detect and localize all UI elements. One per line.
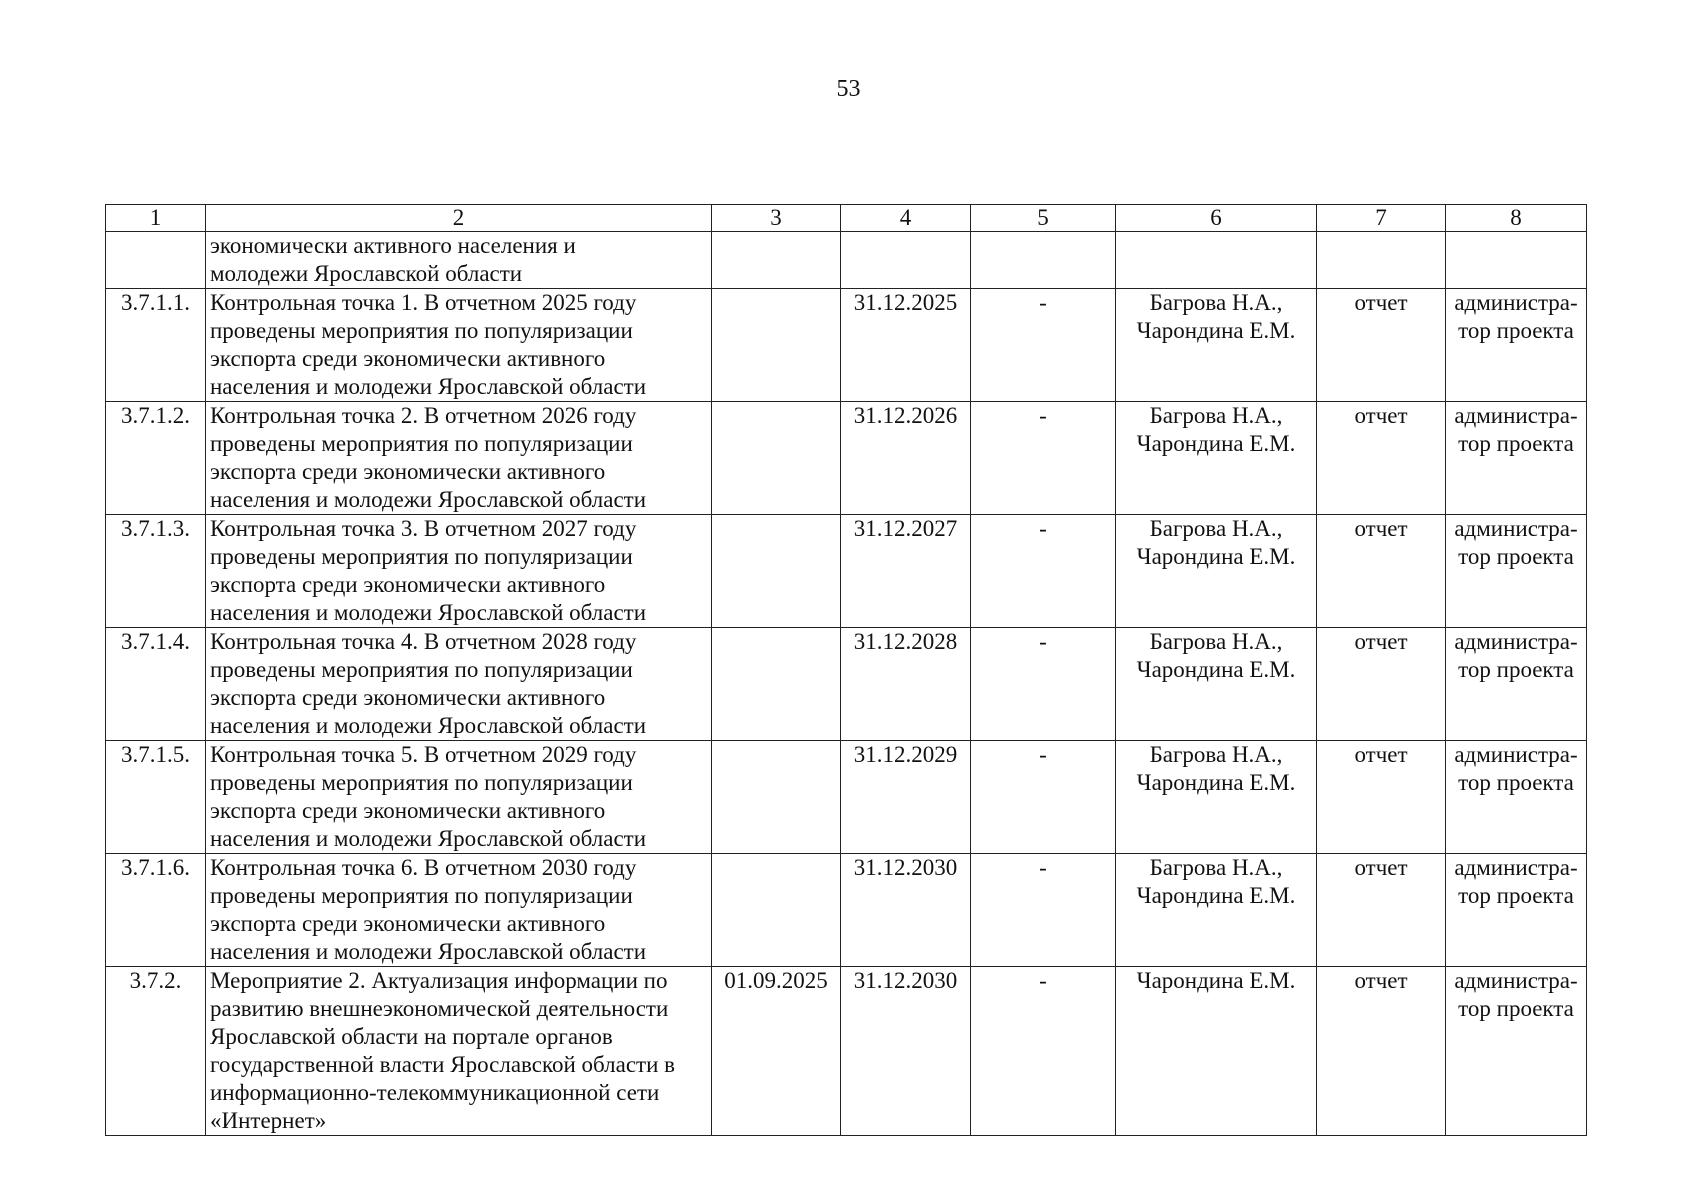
control-cell (1446, 628, 1587, 741)
description-cell-line: экспорта среди экономически активного (210, 685, 606, 710)
table-row (106, 967, 1587, 1136)
description-cell-line: Контрольная точка 6. В отчетном 2030 году (210, 855, 637, 880)
description-cell-line: экспорта среди экономически активного (210, 911, 606, 936)
item-number-cell (106, 232, 206, 289)
description-cell-line: населения и молодежи Ярославской области (210, 600, 647, 625)
control-cell-line: тор проекта (1458, 770, 1574, 795)
item-number-cell: 3.7.1.1. (106, 289, 206, 402)
result-cell: отчет (1317, 967, 1446, 1136)
end-date-cell (841, 232, 971, 289)
responsible-cell-line: Чарондина Е.М. (1136, 431, 1296, 456)
responsible-cell (1116, 741, 1317, 854)
description-cell-line: Контрольная точка 1. В отчетном 2025 году (210, 290, 637, 315)
end-date-cell: 31.12.2025 (841, 289, 971, 402)
responsible-cell-line: Чарондина Е.М. (1136, 968, 1296, 993)
column-5-cell (971, 232, 1116, 289)
control-cell-line: тор проекта (1458, 318, 1574, 343)
start-date-cell (712, 289, 841, 402)
responsible-cell (1116, 967, 1317, 1136)
responsible-cell (1116, 854, 1317, 967)
start-date-cell: 01.09.2025 (712, 967, 841, 1136)
description-cell (206, 741, 712, 854)
control-cell (1446, 515, 1587, 628)
end-date-cell: 31.12.2030 (841, 967, 971, 1136)
table-header (106, 205, 1587, 232)
result-cell: отчет (1317, 628, 1446, 741)
control-cell-line: администра- (1454, 290, 1578, 315)
table-row (106, 289, 1587, 402)
responsible-cell-line: Багрова Н.А., (1149, 742, 1283, 767)
start-date-cell (712, 628, 841, 741)
description-cell-line: Контрольная точка 3. В отчетном 2027 году (210, 516, 637, 541)
description-cell-line: государственной власти Ярославской области в (210, 1052, 676, 1077)
item-number-cell: 3.7.1.4. (106, 628, 206, 741)
description-cell-line: Контрольная точка 4. В отчетном 2028 году (210, 629, 637, 654)
responsible-cell (1116, 515, 1317, 628)
table-row (106, 515, 1587, 628)
responsible-cell-line: Багрова Н.А., (1149, 629, 1283, 654)
description-cell (206, 628, 712, 741)
description-cell (206, 289, 712, 402)
responsible-cell (1116, 289, 1317, 402)
result-cell: отчет (1317, 741, 1446, 854)
description-cell-line: населения и молодежи Ярославской области (210, 826, 647, 851)
control-cell (1446, 967, 1587, 1136)
item-number-cell: 3.7.1.5. (106, 741, 206, 854)
page-number: 53 (836, 76, 861, 102)
end-date-cell: 31.12.2029 (841, 741, 971, 854)
responsible-cell-line: Багрова Н.А., (1149, 855, 1283, 880)
description-cell (206, 854, 712, 967)
column-5-cell: - (971, 289, 1116, 402)
control-cell-line: администра- (1454, 403, 1578, 428)
plan-table (105, 204, 1587, 1136)
header-cell: 2 (206, 205, 712, 232)
description-cell-line: экспорта среди экономически активного (210, 459, 606, 484)
column-5-cell: - (971, 967, 1116, 1136)
description-cell (206, 967, 712, 1136)
result-cell: отчет (1317, 289, 1446, 402)
description-cell-line: экспорта среди экономически активного (210, 346, 606, 371)
table-row (106, 232, 1587, 289)
column-5-cell: - (971, 854, 1116, 967)
result-cell (1317, 232, 1446, 289)
responsible-cell-line: Чарондина Е.М. (1136, 318, 1296, 343)
description-cell-line: населения и молодежи Ярославской области (210, 487, 647, 512)
header-cell: 4 (841, 205, 971, 232)
end-date-cell: 31.12.2030 (841, 854, 971, 967)
control-cell-line: тор проекта (1458, 996, 1574, 1021)
responsible-cell-line: Чарондина Е.М. (1136, 544, 1296, 569)
responsible-cell-line: Багрова Н.А., (1149, 403, 1283, 428)
header-cell: 1 (106, 205, 206, 232)
description-cell-line: Ярославской области на портале органов (210, 1024, 613, 1049)
responsible-cell (1116, 232, 1317, 289)
description-cell-line: населения и молодежи Ярославской области (210, 713, 647, 738)
responsible-cell (1116, 402, 1317, 515)
header-cell: 8 (1446, 205, 1587, 232)
responsible-cell (1116, 628, 1317, 741)
control-cell-line: администра- (1454, 516, 1578, 541)
control-cell-line: администра- (1454, 742, 1578, 767)
header-cell: 6 (1116, 205, 1317, 232)
description-cell-line: развитию внешнеэкономической деятельности (210, 996, 669, 1021)
responsible-cell-line: Чарондина Е.М. (1136, 657, 1296, 682)
header-row (106, 205, 1587, 232)
item-number-cell: 3.7.1.2. (106, 402, 206, 515)
start-date-cell (712, 402, 841, 515)
start-date-cell (712, 854, 841, 967)
table-body (106, 232, 1587, 1136)
control-cell-line: тор проекта (1458, 431, 1574, 456)
description-cell (206, 402, 712, 515)
description-cell-line: населения и молодежи Ярославской области (210, 939, 647, 964)
description-cell-line: информационно-телекоммуникационной сети (210, 1080, 660, 1105)
item-number-cell: 3.7.1.3. (106, 515, 206, 628)
control-cell-line: администра- (1454, 968, 1578, 993)
result-cell: отчет (1317, 854, 1446, 967)
result-cell: отчет (1317, 402, 1446, 515)
description-cell-line: Контрольная точка 2. В отчетном 2026 году (210, 403, 637, 428)
description-cell-line: проведены мероприятия по популяризации (210, 770, 633, 795)
control-cell-line: администра- (1454, 855, 1578, 880)
item-number-cell: 3.7.1.6. (106, 854, 206, 967)
table-row (106, 402, 1587, 515)
column-5-cell: - (971, 741, 1116, 854)
description-cell-line: экспорта среди экономически активного (210, 798, 606, 823)
control-cell-line: тор проекта (1458, 544, 1574, 569)
table-row (106, 628, 1587, 741)
description-cell-line: проведены мероприятия по популяризации (210, 318, 633, 343)
responsible-cell-line: Багрова Н.А., (1149, 290, 1283, 315)
control-cell (1446, 402, 1587, 515)
control-cell (1446, 854, 1587, 967)
description-cell-line: молодежи Ярославской области (210, 261, 523, 286)
end-date-cell: 31.12.2028 (841, 628, 971, 741)
item-number-cell: 3.7.2. (106, 967, 206, 1136)
column-5-cell: - (971, 628, 1116, 741)
responsible-cell-line: Чарондина Е.М. (1136, 883, 1296, 908)
header-cell: 7 (1317, 205, 1446, 232)
end-date-cell: 31.12.2027 (841, 515, 971, 628)
description-cell-line: экономически активного населения и (210, 233, 576, 258)
control-cell (1446, 289, 1587, 402)
description-cell-line: населения и молодежи Ярославской области (210, 374, 647, 399)
description-cell-line: проведены мероприятия по популяризации (210, 883, 633, 908)
column-5-cell: - (971, 402, 1116, 515)
control-cell-line: тор проекта (1458, 883, 1574, 908)
control-cell (1446, 741, 1587, 854)
start-date-cell (712, 232, 841, 289)
control-cell-line: администра- (1454, 629, 1578, 654)
start-date-cell (712, 515, 841, 628)
table-row (106, 741, 1587, 854)
header-cell: 5 (971, 205, 1116, 232)
responsible-cell-line: Багрова Н.А., (1149, 516, 1283, 541)
table-row (106, 854, 1587, 967)
end-date-cell: 31.12.2026 (841, 402, 971, 515)
description-cell-line: Мероприятие 2. Актуализация информации по (210, 968, 668, 993)
description-cell (206, 232, 712, 289)
description-cell-line: проведены мероприятия по популяризации (210, 544, 633, 569)
description-cell (206, 515, 712, 628)
description-cell-line: Контрольная точка 5. В отчетном 2029 году (210, 742, 637, 767)
start-date-cell (712, 741, 841, 854)
header-cell: 3 (712, 205, 841, 232)
column-5-cell: - (971, 515, 1116, 628)
control-cell-line: тор проекта (1458, 657, 1574, 682)
description-cell-line: экспорта среди экономически активного (210, 572, 606, 597)
control-cell (1446, 232, 1587, 289)
responsible-cell-line: Чарондина Е.М. (1136, 770, 1296, 795)
description-cell-line: проведены мероприятия по популяризации (210, 657, 633, 682)
result-cell: отчет (1317, 515, 1446, 628)
description-cell-line: проведены мероприятия по популяризации (210, 431, 633, 456)
description-cell-line: «Интернет» (210, 1108, 327, 1133)
